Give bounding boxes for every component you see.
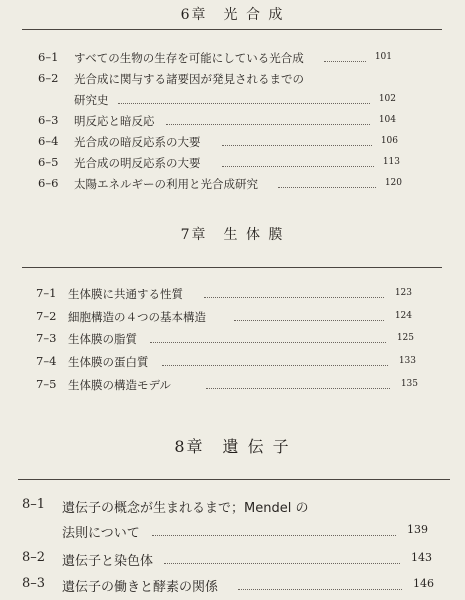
entry-number: 7–5: [36, 377, 57, 391]
dot-leader: [234, 320, 384, 321]
entry-title-continuation: 研究史: [74, 93, 109, 107]
page-number: 102: [378, 94, 396, 104]
dot-leader: [118, 103, 370, 104]
entry-title: 遺伝子の概念が生まれるまで；Mendel の: [62, 501, 309, 516]
entry-number: 7–3: [36, 331, 57, 345]
page-number: 104: [378, 115, 396, 125]
entry-title: 光合成の暗反応系の大要: [74, 135, 201, 149]
dot-leader: [222, 166, 374, 167]
chapter-6-heading: 6章 光 合 成: [180, 7, 285, 23]
page-number: 139: [407, 523, 428, 536]
page-number: 106: [380, 136, 398, 146]
dot-leader: [166, 124, 370, 125]
entry-title: 生体膜の構造モデル: [68, 378, 171, 392]
dot-leader: [150, 342, 386, 343]
page-number: 123: [394, 288, 412, 298]
entry-number: 6–3: [38, 113, 59, 127]
entry-number: 7–2: [36, 309, 57, 323]
chapter-6-rule: [22, 29, 442, 30]
entry-number: 8–1: [22, 497, 46, 512]
entry-title: 明反応と暗反応: [74, 114, 155, 128]
chapter-7-heading: 7章 生 体 膜: [180, 227, 285, 243]
page-number: 135: [400, 379, 418, 389]
entry-title: 生体膜の蛋白質: [68, 355, 149, 369]
entry-number: 6–2: [38, 71, 59, 85]
entry-title: すべての生物の生存を可能にしている光合成: [74, 51, 304, 65]
dot-leader: [162, 365, 388, 366]
page-number: 125: [396, 333, 414, 343]
entry-title: 光合成に関与する諸要因が発見されるまでの: [74, 72, 304, 86]
entry-title: 生体膜の脂質: [68, 332, 137, 346]
entry-number: 8–3: [22, 576, 46, 591]
entry-title: 太陽エネルギーの利用と光合成研究: [74, 177, 258, 191]
dot-leader: [278, 187, 376, 188]
entry-number: 8–2: [22, 550, 46, 565]
entry-number: 6–4: [38, 134, 59, 148]
page-number: 133: [398, 356, 416, 366]
chapter-8-heading: 8章 遺 伝 子: [174, 437, 291, 456]
page-number: 113: [382, 157, 400, 167]
entry-number: 7–4: [36, 354, 57, 368]
dot-leader: [324, 61, 366, 62]
dot-leader: [222, 145, 372, 146]
entry-title: 生体膜に共通する性質: [68, 287, 183, 301]
page-number: 146: [413, 577, 434, 590]
entry-title: 遺伝子の働きと酵素の関係: [62, 580, 219, 595]
chapter-7-rule: [22, 267, 442, 268]
entry-number: 7–1: [36, 286, 57, 300]
entry-number: 6–6: [38, 176, 59, 190]
entry-title-continuation: 法則について: [62, 526, 140, 541]
entry-number: 6–1: [38, 50, 59, 64]
dot-leader: [206, 388, 390, 389]
entry-title: 光合成の明反応系の大要: [74, 156, 201, 170]
dot-leader: [164, 563, 400, 564]
page-number: 101: [374, 52, 392, 62]
entry-number: 6–5: [38, 155, 59, 169]
dot-leader: [152, 535, 396, 536]
entry-title: 遺伝子と染色体: [62, 554, 154, 569]
page-number: 120: [384, 178, 402, 188]
entry-title: 細胞構造の４つの基本構造: [68, 310, 206, 324]
dot-leader: [238, 589, 402, 590]
dot-leader: [204, 297, 384, 298]
page-number: 124: [394, 311, 412, 321]
page-number: 143: [411, 551, 432, 564]
chapter-8-rule: [18, 479, 450, 480]
